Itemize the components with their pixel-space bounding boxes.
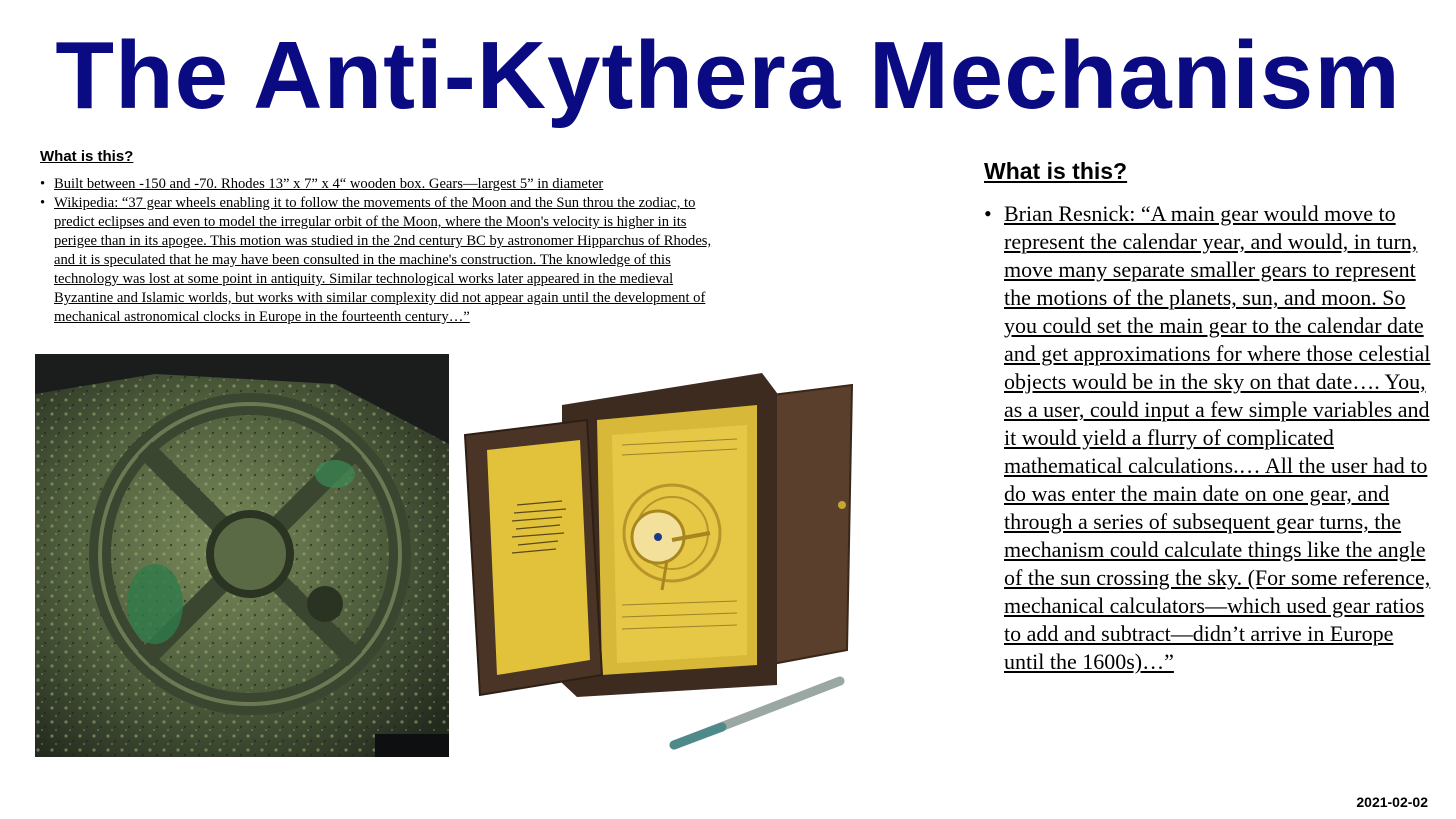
left-bullet-item — [40, 175, 730, 194]
right-bullet-text: Brian Resnick: “A main gear would move to represent the calendar year, and would, in turn, move many separate smaller gears to represent the motions of the planets, sun, and moon. So you could set the main gear to the calendar date and get approximations for where those celestial objects would be in the sky on that date…. You, as a user, could input a few simple variables and it would yield a flurry of complicated mathematical calculations.… All the user had to do was enter the main date on one gear, and through a series of subsequent gear turns, the mechanism could calculate things like the angle of the sun crossing the sky. (For some reference, mechanical calculators—which used gear ratios to add and subtract—didn’t arrive in Europe until the 1600s)…” — [1004, 201, 1431, 674]
slide-title: The Anti-Kythera Mechanism — [55, 22, 1401, 129]
left-bullet-text: Wikipedia: “37 gear wheels enabling it to follow the movements of the Moon and the Sun throu the zodiac, to predict eclipses and even to model the irregular orbit of the Moon, where the Moon's velocity is higher in its perigee than in its apogee. This motion was studied in the 2nd century BC by astronomer Hipparchus of Rhodes, and it is speculated that he may have been consulted in the machine's construction. The knowledge of this technology was lost at some point in antiquity. Similar technological works later appeared in the medieval Byzantine and Islamic worlds, but works with similar complexity did not appear again until the development of mechanical astronomical clocks in Europe in the fourteenth century…” — [54, 195, 712, 325]
left-bullet-list — [40, 175, 730, 327]
right-bullet-list — [984, 200, 1434, 676]
replica-box-illustration — [462, 365, 857, 760]
left-bullet-item — [40, 194, 730, 327]
mechanism-fragment-photo — [35, 354, 449, 757]
slide-date: 2021-02-02 — [1356, 794, 1428, 810]
left-bullet-text: Built between -150 and -70. Rhodes 13” x 7” x 4“ wooden box. Gears—largest 5” in diameter — [54, 176, 604, 192]
right-bullet-item — [984, 200, 1434, 676]
replica-box-photo — [462, 365, 857, 760]
left-heading: What is this? — [40, 148, 134, 165]
bronze-fragment-illustration — [35, 354, 449, 757]
right-heading: What is this? — [984, 158, 1128, 184]
